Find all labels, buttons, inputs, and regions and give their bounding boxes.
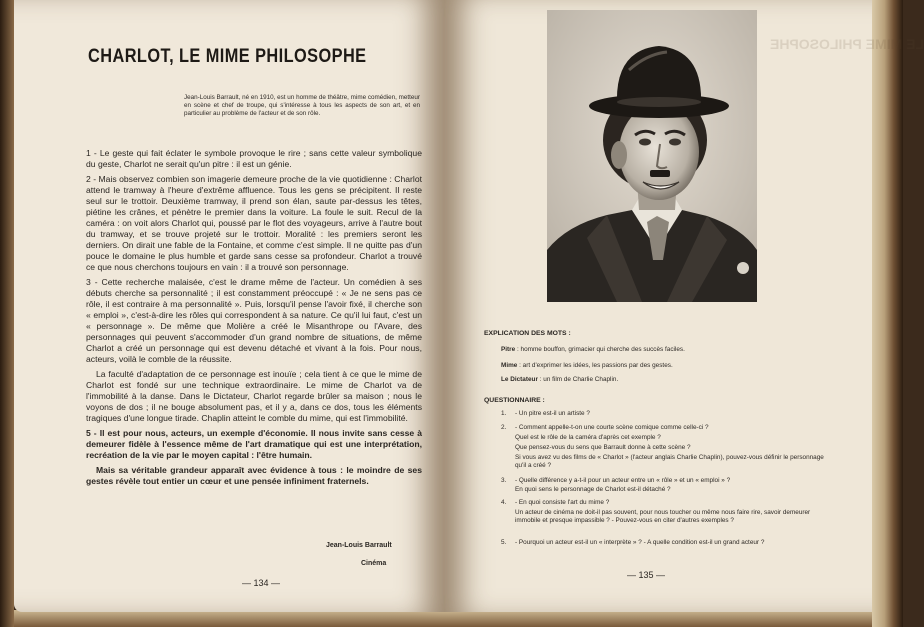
charlie-chaplin-photo xyxy=(547,10,757,302)
question-text: - Pourquoi un acteur est-il un « interprète » ? - A quelle condition est-il un grand acteur ? xyxy=(515,539,765,546)
page-edges-right xyxy=(872,0,903,627)
question-number: 5. xyxy=(501,539,507,546)
author-intro: Jean-Louis Barrault, né en 1910, est un homme de théâtre, mime comédien, metteur en scène et chef de troupe, qui s'intéresse à tous les aspects de son art, et en particulier au problème de l'acteur et de son rôle. xyxy=(184,94,420,117)
question-sub: Quel est le rôle de la caméra d'après cet exemple ? xyxy=(515,434,661,441)
show-through-text: LE MIME PHILOSOPHE xyxy=(770,36,924,52)
question-text: - En quoi consiste l'art du mime ? xyxy=(515,499,610,506)
question-text: - Un pitre est-il un artiste ? xyxy=(515,410,590,417)
paragraph-5: 5 - Il est pour nous, acteurs, un exemple d'économie. Il nous invite sans cesse à demeurer fidèle à l'essence même de l'art dramatique qui est une interprétation, recréation de la vie par le moyen capital : l'être humain. xyxy=(86,428,422,460)
vocab-heading: EXPLICATION DES MOTS : xyxy=(484,330,571,337)
page-edges-bottom xyxy=(14,610,872,627)
question-sub: Que pensez-vous du sens que Barrault donne à cette scène ? xyxy=(515,444,691,451)
question-text: - Comment appelle-t-on une courte scène comique comme celle-ci ? xyxy=(515,424,709,431)
article-title: CHARLOT, LE MIME PHILOSOPHE xyxy=(88,46,367,67)
vocab-def: : art d'exprimer les idées, les passions par des gestes. xyxy=(519,362,673,369)
article-body xyxy=(86,148,422,491)
paragraph-1: 1 - Le geste qui fait éclater le symbole provoque le rire ; sans cette valeur symbolique du geste, Charlot ne serait qu'un pitre : il est un génie. xyxy=(86,148,422,169)
vocab-def: : un film de Charlie Chaplin. xyxy=(539,376,619,383)
vocab-item-mime xyxy=(501,362,821,370)
question-sub: Un acteur de cinéma ne doit-il pas souvent, pour nous toucher ou même nous faire rire, savoir demeurer immobile et presque impassible ? - Pouvez-vous en citer d'autres exemples ? xyxy=(515,509,811,525)
page-number-left: — 134 — xyxy=(242,578,281,588)
paragraph-6: Mais sa véritable grandeur apparaît avec évidence à tous : le moindre de ses gestes révèle tout entier un cœur et une pensée infiniment fraternels. xyxy=(86,465,422,486)
chaplin-portrait-illustration xyxy=(547,10,757,302)
right-page xyxy=(444,0,924,612)
book-spine-left xyxy=(0,0,14,627)
paragraph-4: La faculté d'adaptation de ce personnage est inouïe ; cela tient à ce que le mime de Charlot est fondé sur une technique extraordinaire. Le mime de Charlot va de l'immobilité à la danse. Dans le Dictateur, Charlot regarde brûler sa maison ; nous le voyons de dos ; il ne bouge absolument pas, et il y a, dans ce dos, tous les éléments tragiques d'une longue tirade. Chaplin atteint le comble du mime, qui est l'immobilité. xyxy=(86,369,422,423)
author-signature: Jean-Louis Barrault xyxy=(326,542,392,549)
left-page xyxy=(14,0,444,612)
page-number-right: — 135 — xyxy=(627,570,666,580)
vocab-term: Pitre xyxy=(501,346,516,353)
vocab-term: Le Dictateur xyxy=(501,376,538,383)
vocab-term: Mime xyxy=(501,362,518,369)
vocab-def: : homme bouffon, grimacier qui cherche des succès faciles. xyxy=(517,346,685,353)
question-number: 2. xyxy=(501,424,507,431)
question-number: 3. xyxy=(501,477,507,484)
paragraph-2: 2 - Mais observez combien son imagerie demeure proche de la vie quotidienne : Charlot attend le tramway à l'heure d'extrême affluence. Tous les gens se précipitent. Il reste seul sur le trottoir. Deuxième tramway, il prend son élan, saute par-dessus les têtes, piétine les crânes, et pénètre le premier dans la voiture. La foule le suit. Recul de la caméra : on voit alors Charlot qui, poussé par le flot des voyageurs, arrive à l'autre bout du tramway, et se trouve projeté sur le trottoir. Moralité : les premiers seront les derniers. On dirait une fable de la Fontaine, et comme c'est simple. Il ne quitte pas d'un pouce le domaine le plus humble et garde sans cesse sa profondeur. Charlot a trouvé ce que nous cherchons toujours en vain : il a trouvé son personnage. xyxy=(86,174,422,272)
question-number: 1. xyxy=(501,410,507,417)
question-text: - Quelle différence y a-t-il pour un acteur entre un « rôle » et un « emploi » ? xyxy=(515,477,731,484)
question-sub: Si vous avez vu des films de « Charlot » (l'acteur anglais Charlie Chaplin), pouvez-vous définir le personnage qu'il a créé ? xyxy=(515,454,824,470)
paragraph-3: 3 - Cette recherche malaisée, c'est le drame même de l'acteur. Un comédien à ses débuts cherche sa personnalité ; il est constamment préoccupé : « Je ne sens pas ce rôle, il est contraire à ma personnalité ». Puis, lorsqu'il pense l'avoir fixé, il cherche son « emploi », c'est-à-dire les rôles qui correspondent à sa nature. Ce qu'il lui faut, c'est un « personnage ». De même que Molière a créé le Misanthrope ou l'Avare, des personnages qui peuvent s'accommoder d'un grand nombre de situations, de même Charlot a créé un personnage qui est devenu détaché et vivant à la fois. Pour nous, acteurs, voilà le comble de la réussite. xyxy=(86,277,422,364)
questions-heading: QUESTIONNAIRE : xyxy=(484,397,545,404)
question-number: 4. xyxy=(501,499,507,506)
question-sub: En quoi sens le personnage de Charlot est-il détaché ? xyxy=(515,486,671,493)
vocab-item-pitre xyxy=(501,346,821,354)
vocab-item-dictateur xyxy=(501,376,821,384)
source-title: Cinéma xyxy=(361,560,387,567)
